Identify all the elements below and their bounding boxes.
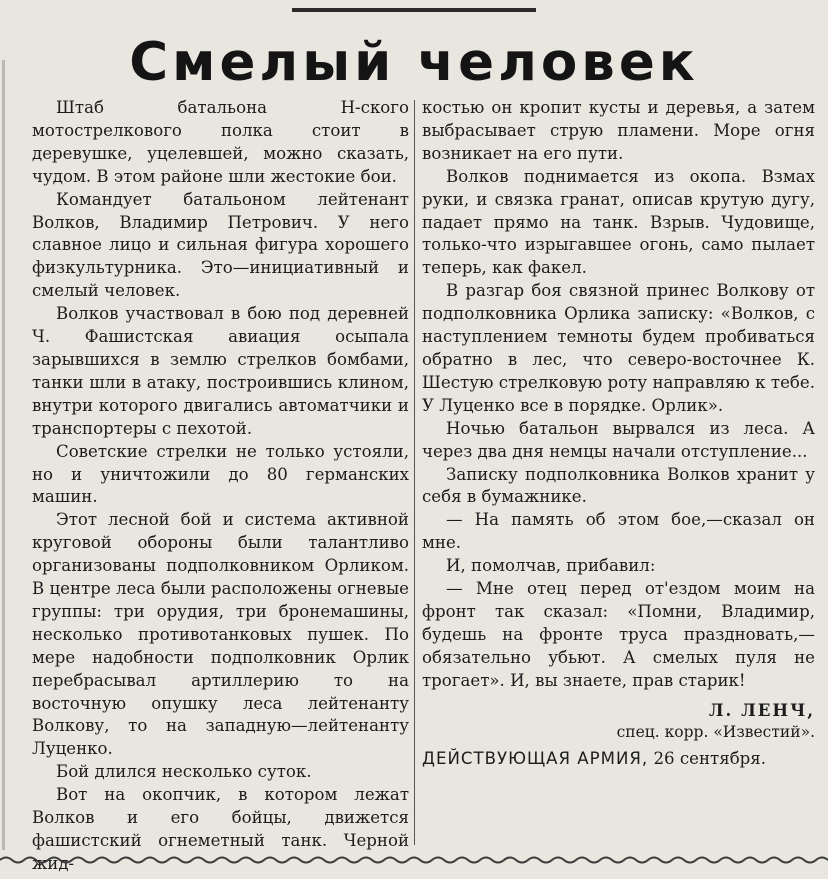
column-divider [414, 100, 415, 845]
article-headline: Смелый человек [129, 32, 699, 93]
left-paragraph: Командует батальоном лейтенант Волков, Владимир Петрович. У него славное лицо и сильная фигура хорошего физкультурника. Это—инициативный и смелый человек. [32, 189, 409, 301]
dateline-date: 26 сентября. [653, 749, 767, 769]
left-paragraph: Бой длился несколько суток. [56, 762, 312, 782]
bottom-wavy-rule [0, 853, 828, 867]
right-paragraph: Записку подполковника Волков хранит у себя в бумажнике. [422, 464, 815, 507]
right-column [422, 97, 815, 771]
dateline-place: ДЕЙСТВУЮЩАЯ АРМИЯ, [422, 749, 649, 769]
right-paragraph: Волков поднимается из окопа. Взмах руки, и связка гранат, описав крутую дугу, падает прямо на танк. Взрыв. Чудовище, только-что изрыгавшее огонь, само пылает теперь, как факел. [422, 166, 815, 278]
left-paragraph: Советские стрелки не только устояли, но и уничтожили до 80 германских машин. [32, 441, 409, 507]
right-column-paragraphs [422, 97, 815, 693]
author-role: спец. корр. «Известий». [616, 723, 815, 742]
top-rule [292, 8, 536, 12]
right-paragraph: Ночью батальон вырвался из леса. А через два дня немцы начали отступление... [422, 418, 815, 461]
left-paragraph: Волков участвовал в бою под деревней Ч. Фашистская авиация осыпала зарывшихся в землю стрелков бомбами, танки шли в атаку, построившись клином, внутри которого двигались автоматчики и транспортеры с пехотой. [32, 304, 409, 438]
left-column [32, 97, 409, 876]
author-name: Л. ЛЕНЧ, [708, 699, 815, 720]
right-paragraph: И, помолчав, прибавил: [446, 556, 656, 576]
dateline [422, 748, 815, 771]
right-paragraph: — Мне отец перед от'ездом моим на фронт так сказал: «Помни, Владимир, будешь на фронте труса праздновать,—обязательно убьют. А смелых пуля не трогает». И, вы знаете, прав старик! [422, 579, 815, 690]
left-paragraph: Штаб батальона Н-ского мотострелкового полка стоит в деревушке, уцелевшей, можно сказать, чудом. В этом районе шли жестокие бои. [32, 98, 409, 186]
right-paragraph: В разгар боя связной принес Волкову от подполковника Орлика записку: «Волков, с наступлением темноты будем пробиваться обратно в лес, что северо-восточнее К. Шестую стрелковую роту направляю к тебе. У Луценко все в порядке. Орлик». [422, 281, 815, 415]
right-paragraph: — На память об этом бое,—сказал он мне. [422, 510, 815, 553]
left-paragraph: Этот лесной бой и система активной круговой обороны были талантливо организованы подполковником Орликом. В центре леса были расположены огневые группы: три орудия, три бронемашины, несколько противотанковых пушек. По мере надобности подполковник Орлик перебрасывал артиллерию то на восточную опушку леса лейтенанту Волкову, то на западную—лейтенанту Луценко. [32, 510, 409, 759]
page-edge-shadow [2, 60, 5, 850]
right-paragraph: костью он кропит кусты и деревья, а затем выбрасывает струю пламени. Море огня возникает на его пути. [422, 98, 815, 163]
left-paragraph: Вот на окопчик, в котором лежат Волков и его бойцы, движется фашистский огнеметный танк. Черной жид- [32, 785, 409, 873]
